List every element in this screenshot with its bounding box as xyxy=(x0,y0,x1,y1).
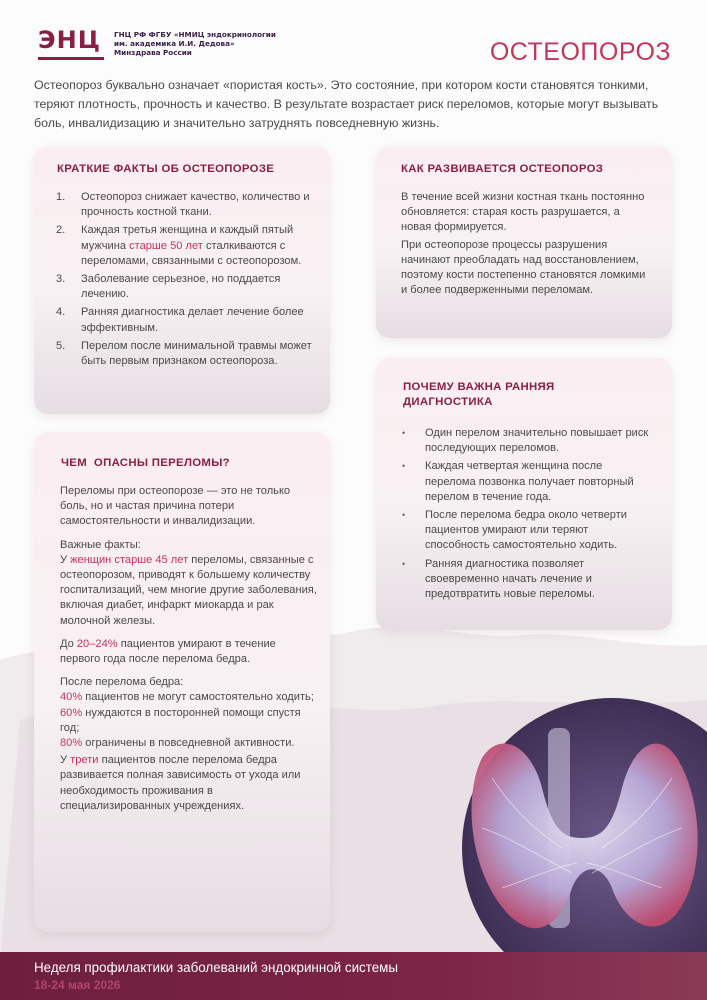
footer-event-title: Неделя профилактики заболеваний эндокринной системы xyxy=(34,960,399,975)
danger-important-head: Важные факты: xyxy=(60,538,141,551)
item-text: Перелом после минимальной травмы может быть первым признаком остеопороза. xyxy=(81,339,312,368)
danger-title: ЧЕМ ОПАСНЫ ПЕРЕЛОМЫ? xyxy=(61,457,230,469)
text: У xyxy=(60,754,71,767)
early-body xyxy=(400,426,652,605)
danger-paragraph-5 xyxy=(60,753,318,814)
text: переломы, связанные с остеопорозом, приводят к большему количеству госпитализаций, чем многие другие заболевания, включая диабет, инфаркт миокарда и рак молочной железы. xyxy=(60,553,317,627)
develop-paragraph-1: В течение всей жизни костная ткань постоянно обновляется: старая кость разрушается, а новая формируется. xyxy=(401,191,645,234)
highlight-text: 80% xyxy=(60,737,83,750)
list-item: • Каждая четвертая женщина после перелома позвонка получает повторный перелом в течение года. xyxy=(400,459,652,505)
develop-paragraph-2: При остеопорозе процессы разрушения начинают преобладать над восстановлением, поэтому кости постепенно становятся ломкими и более подверженными переломам. xyxy=(401,238,646,297)
page-title: ОСТЕОПОРОЗ xyxy=(489,38,671,66)
item-number: 1. xyxy=(56,191,66,203)
early-list xyxy=(400,426,652,602)
list-item xyxy=(56,223,318,269)
item-number: 3. xyxy=(56,273,66,286)
danger-paragraph-1: Переломы при остеопорозе — это не только боль, но и частая причина потери самостоятельности и инвалидизации. xyxy=(60,485,291,528)
danger-hip-a xyxy=(60,690,318,705)
text: У xyxy=(60,553,71,566)
danger-paragraph-2 xyxy=(60,553,318,629)
item-number: 2. xyxy=(56,224,66,237)
logo-underline xyxy=(38,57,104,60)
item-number: 5. xyxy=(56,339,66,352)
item-text: Каждая третья женщина и каждый пятый мужчина xyxy=(81,224,294,252)
develop-card xyxy=(376,146,672,338)
text: ограничены в повседневной активности. xyxy=(82,737,295,750)
highlight-text: старше 50 лет xyxy=(129,239,203,252)
highlight-text: 20–24% xyxy=(76,637,118,650)
footer-event-dates: 18-24 мая 2026 xyxy=(34,978,121,992)
facts-list xyxy=(56,190,318,369)
item-number: 4. xyxy=(56,306,66,319)
logo-line-1: ГНЦ РФ ФГБУ «НМИЦ эндокринологии xyxy=(114,30,276,39)
danger-hip-c xyxy=(60,736,318,751)
item-text: Ранняя диагностика делает лечение более эффективным. xyxy=(81,306,304,334)
facts-title: КРАТКИЕ ФАКТЫ ОБ ОСТЕОПОРОЗЕ xyxy=(57,163,275,175)
develop-body xyxy=(401,190,651,298)
list-item: • После перелома бедра около четверти пациентов умирают или теряют способность самостоятельно ходить. xyxy=(400,508,652,554)
list-item xyxy=(56,339,318,369)
early-title-line-1: ПОЧЕМУ ВАЖНА РАННЯЯ xyxy=(403,381,555,393)
danger-paragraph-3 xyxy=(60,637,318,667)
facts-body xyxy=(56,190,318,372)
logo-organization xyxy=(114,30,276,57)
early-title xyxy=(403,380,555,410)
danger-hip-b xyxy=(60,706,318,736)
text: пациентов не могут самостоятельно ходить; xyxy=(82,691,314,704)
early-title-line-2: ДИАГНОСТИКА xyxy=(403,396,493,408)
intro-paragraph: Остеопороз буквально означает «пористая кость». Это состояние, при котором кости становятся тонкими, теряют плотность, прочность и качество. В результате возрастает риск переломов, которые могут вызывать боль, инвалидизацию и значительно затруднять повседневную жизнь. xyxy=(34,78,659,130)
danger-hip-head: После перелома бедра: xyxy=(60,676,184,689)
logo-line-3: Минздрава России xyxy=(114,48,192,57)
text: пациентов после перелома бедра развивается полная зависимость от ухода или необходимость проживания в специализированных учреждениях. xyxy=(60,754,301,812)
logo-mark: ЭНЦ xyxy=(38,26,101,54)
thyroid-illustration xyxy=(452,688,707,958)
early-diagnosis-card xyxy=(376,358,672,630)
facts-card xyxy=(34,146,330,414)
highlight-text: 60% xyxy=(60,706,83,719)
highlight-text: 40% xyxy=(60,691,83,704)
footer-banner xyxy=(0,952,707,1000)
text: До xyxy=(60,637,77,650)
list-item: • Ранняя диагностика позволяет своевременно начать лечение и предотвратить новые переломы. xyxy=(400,557,652,603)
highlight-text: трети xyxy=(70,754,99,767)
develop-title: КАК РАЗВИВАЕТСЯ ОСТЕОПОРОЗ xyxy=(401,163,604,175)
list-item xyxy=(56,272,318,302)
item-text: Остеопороз снижает качество, количество и прочность костной ткани. xyxy=(81,191,310,219)
danger-body xyxy=(60,484,318,814)
list-item xyxy=(56,305,318,335)
item-text: сталкиваются с переломами, связанными с остеопорозом. xyxy=(81,239,302,267)
danger-card xyxy=(34,432,330,932)
header xyxy=(0,0,707,70)
text: нуждаются в посторонней помощи спустя год; xyxy=(60,706,301,734)
highlight-text: женщин старше 45 лет xyxy=(70,553,189,566)
logo-line-2: им. академика И.И. Дедова» xyxy=(114,39,235,48)
list-item: • Один перелом значительно повышает риск последующих переломов. xyxy=(400,426,652,456)
text: пациентов умирают в течение первого года после перелома бедра. xyxy=(60,637,276,666)
list-item xyxy=(56,190,318,220)
item-text: Заболевание серьезное, но поддается лечению. xyxy=(81,273,281,301)
